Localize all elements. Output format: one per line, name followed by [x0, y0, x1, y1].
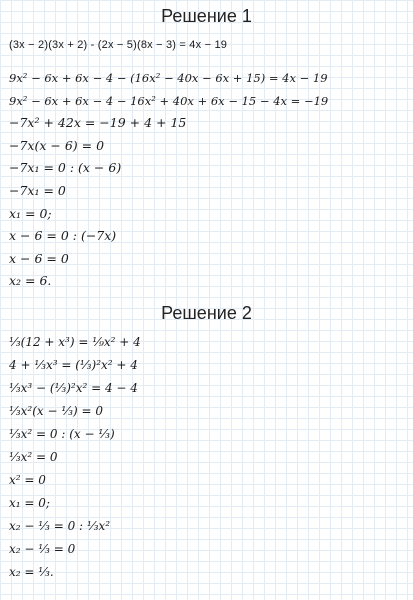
equation-line: x − 6 = 0 : (−7x)	[9, 228, 117, 243]
equation-line: 9x² − 6x + 6x − 4 − 16x² + 40x + 6x − 15 − 4x = −19	[9, 94, 329, 108]
equation-line: x² = 0	[9, 473, 46, 487]
equation-line: x₁ = 0;	[9, 496, 50, 510]
equation-line: −7x₁ = 0	[9, 183, 66, 198]
equation-line: x − 6 = 0	[9, 251, 69, 266]
equation-line: ⅓x²(x − ⅓) = 0	[9, 404, 103, 418]
equation-line: −7x(x − 6) = 0	[9, 138, 105, 153]
equation-line: ⅓x² = 0 : (x − ⅓)	[9, 427, 115, 441]
equation-line: x₂ = ⅓.	[9, 565, 54, 579]
equation-line: (3x − 2)(3x + 2) - (2x − 5)(8x − 3) = 4x − 19	[9, 39, 228, 51]
equation-line: x₁ = 0;	[9, 206, 52, 221]
solution-2-title: Решение 2	[161, 303, 252, 323]
equation-line: −7x² + 42x = −19 + 4 + 15	[9, 115, 187, 130]
equation-line: −7x₁ = 0 : (x − 6)	[9, 160, 122, 175]
equation-line: 4 + ⅓x³ = (⅓)²x² + 4	[9, 358, 138, 372]
equation-line: ⅓(12 + x³) = ⅑x² + 4	[9, 335, 141, 349]
equation-line: 9x² − 6x + 6x − 4 − (16x² − 40x − 6x + 15) = 4x − 19	[9, 71, 328, 85]
equation-line: x₂ − ⅓ = 0	[9, 542, 76, 556]
equation-line: ⅓x³ − (⅓)²x² = 4 − 4	[9, 381, 138, 395]
equation-line: ⅓x² = 0	[9, 450, 58, 464]
solution-1-title: Решение 1	[161, 6, 252, 26]
equation-line: x₂ = 6.	[9, 273, 52, 288]
equation-line: x₂ − ⅓ = 0 : ⅓x²	[9, 519, 111, 533]
